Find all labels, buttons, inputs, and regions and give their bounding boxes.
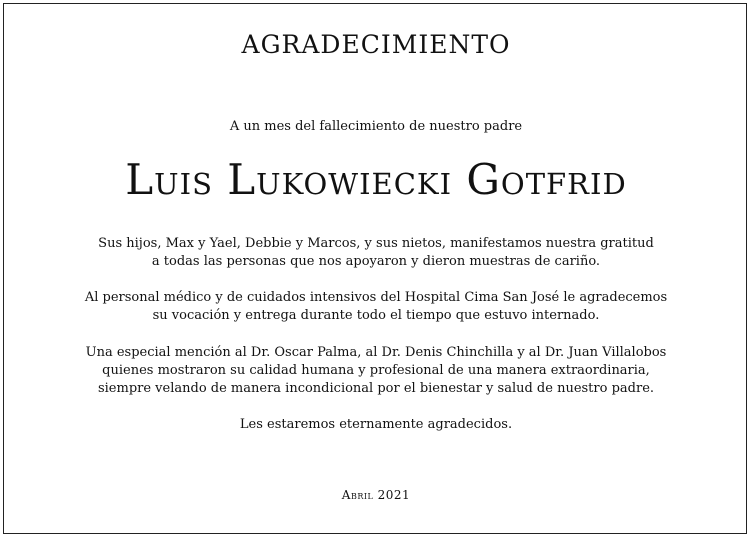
paragraph-line: Una especial mención al Dr. Oscar Palma, al Dr. Denis Chinchilla y al Dr. Juan Villalobos (85, 345, 667, 360)
paragraph-hospital (40, 289, 712, 325)
paragraph-line: siempre velando de manera incondicional por el bienestar y salud de nuestro padre. (97, 381, 655, 396)
paragraph-closing (40, 416, 712, 434)
paragraph-line: Les estaremos eternamente agradecidos. (239, 417, 513, 432)
paragraph-line: Al personal médico y de cuidados intensivos del Hospital Cima San José le agradecemos (84, 290, 668, 305)
paragraph-family (40, 235, 712, 271)
paragraph-line: Sus hijos, Max y Yael, Debbie y Marcos, y sus nietos, manifestamos nuestra gratitud (98, 236, 654, 251)
paragraph-doctors (40, 344, 712, 398)
paragraph-line: su vocación y entrega durante todo el tiempo que estuvo internado. (152, 308, 600, 323)
deceased-name: Luis Lukowiecki Gotfrid (125, 155, 627, 204)
notice-heading: AGRADECIMIENTO (241, 30, 511, 59)
intro-line: A un mes del fallecimiento de nuestro padre (229, 119, 523, 134)
paragraph-line: a todas las personas que nos apoyaron y dieron muestras de cariño. (151, 254, 601, 269)
notice-date: Abril 2021 (341, 488, 411, 502)
paragraph-line: quienes mostraron su calidad humana y profesional de una manera extraordinaria, (102, 363, 650, 378)
